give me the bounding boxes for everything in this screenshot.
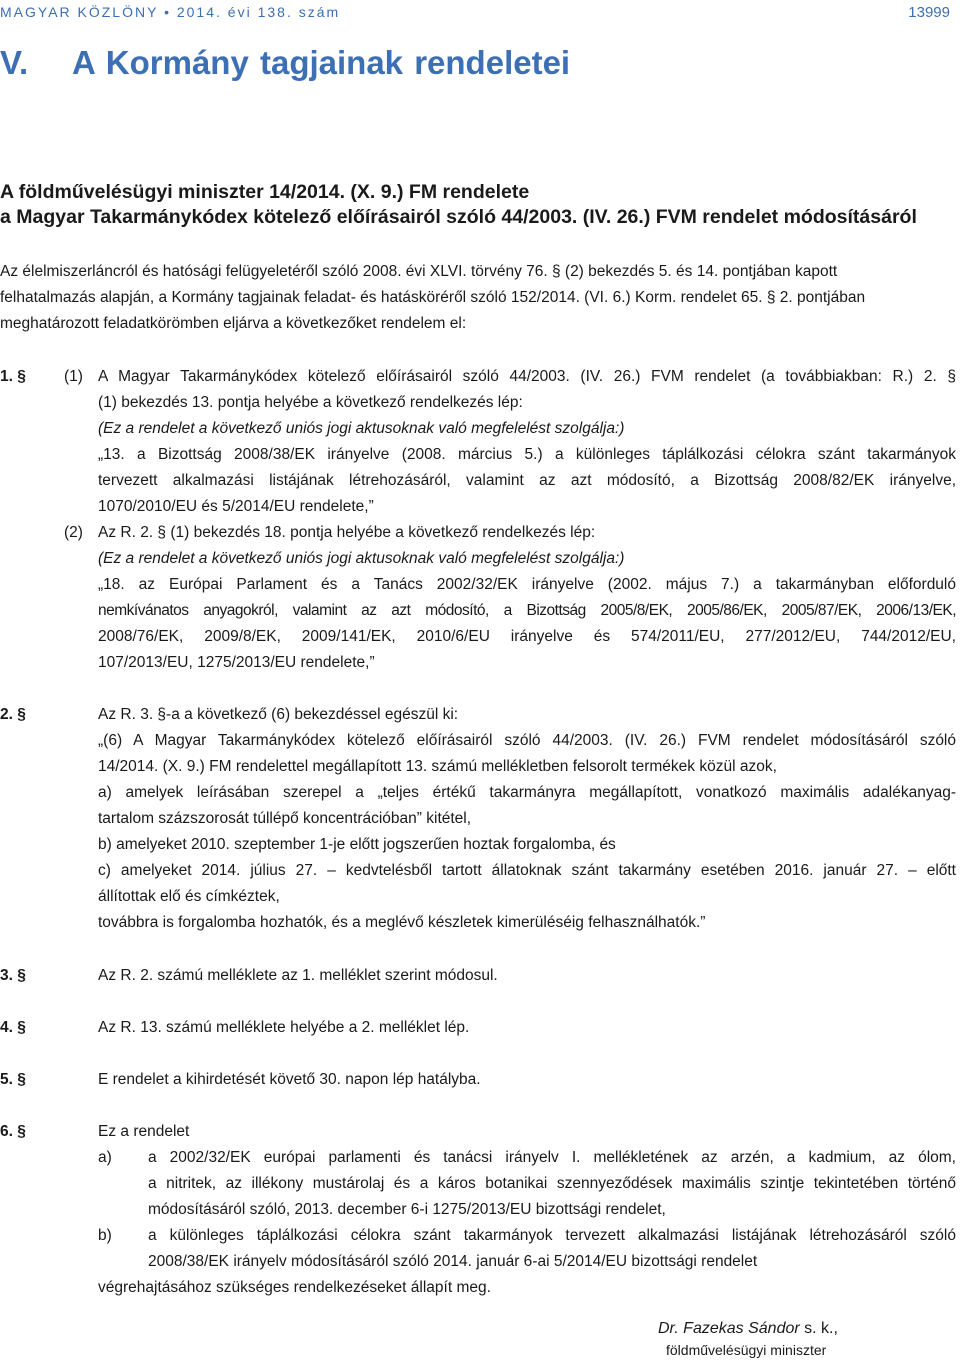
s1-para1-line-2: (1) bekezdés 13. pontja helyébe a következő rendelkezés lép:	[98, 394, 523, 411]
s1-para2-quote-2: nemkívánatos anyagokról, valamint az azt módosító, a Bizottság 2005/8/EK, 2005/86/EK, 2005/87/EK, 2006/13/EK,	[98, 602, 956, 619]
s6-a-line-3: módosításáról szóló, 2013. december 6-i 1275/2013/EU bizottsági rendelet,	[148, 1201, 666, 1218]
signature-role: földművelésügyi miniszter	[666, 1342, 827, 1358]
s2-line-6: b) amelyeket 2010. szeptember 1-je előtt jogszerűen hoztak forgalomba, és	[98, 836, 616, 853]
s6-closing: végrehajtásához szükséges rendelkezéseket állapít meg.	[98, 1279, 491, 1296]
s1-para2-label: (2)	[64, 524, 83, 541]
s6-a-line-2: a nitritek, az illékony mustárolaj és a káros botanikai szennyeződések maximális szintje tekintetében történő	[148, 1175, 956, 1192]
section-2-number: 2. §	[0, 706, 26, 723]
s1-para1-italic: (Ez a rendelet a következő uniós jogi aktusoknak való megfelelést szolgálja:)	[98, 420, 625, 437]
preamble-line-3: meghatározott feladatkörömben eljárva a következőket rendelem el:	[0, 315, 467, 332]
s2-line-3: 14/2014. (X. 9.) FM rendelettel megállapított 13. számú mellékletben felsorolt termékek közül azok,	[98, 758, 777, 775]
s1-para1-quote-3: 1070/2010/EU és 5/2014/EU rendelete,”	[98, 498, 374, 515]
section-5-number: 5. §	[0, 1071, 26, 1088]
s6-intro: Ez a rendelet	[98, 1123, 190, 1140]
section-number: V.	[0, 44, 29, 81]
s2-line-5: tartalom százszorosát túllépő koncentrációban” kitétel,	[98, 810, 472, 827]
section-heading	[0, 44, 570, 82]
preamble-line-2: felhatalmazás alapján, a Kormány tagjainak feladat- és hatásköréről szóló 152/2014. (VI. 6.) Korm. rendelet 65. § 2. pontjában	[0, 289, 866, 306]
section-3-number: 3. §	[0, 967, 26, 984]
decree-title-line-1: A földművelésügyi miniszter 14/2014. (X. 9.) FM rendelete	[0, 181, 530, 203]
page-number: 13999	[908, 4, 950, 21]
s2-line-7: c) amelyeket 2014. július 27. – kedvtelésből tartott állatoknak szánt takarmány esetében 2016. január 27. – előtt	[98, 862, 956, 879]
s1-para2-italic: (Ez a rendelet a következő uniós jogi aktusoknak való megfelelést szolgálja:)	[98, 550, 625, 567]
s2-line-8: állítottak elő és címkéztek,	[98, 888, 280, 905]
s1-para1-line-1: A Magyar Takarmánykódex kötelező előírásairól szóló 44/2003. (IV. 26.) FVM rendelet (a továbbiakban: R.) 2. §	[98, 368, 956, 385]
s6-b-line-2: 2008/38/EK irányelv módosításáról szóló 2014. január 6-ai 5/2014/EU bizottsági rendelet	[148, 1253, 758, 1270]
section-1-number: 1. §	[0, 368, 26, 385]
section-4-number: 4. §	[0, 1019, 26, 1036]
s1-para2-quote-1: „18. az Európai Parlament és a Tanács 2002/32/EK irányelve (2002. május 7.) a takarmányban előforduló	[98, 576, 956, 593]
s6-b-line-1: a különleges táplálkozási célokra szánt takarmányok tervezett alkalmazási listájának létrehozásáról szóló	[148, 1227, 956, 1244]
s2-line-9: továbbra is forgalomba hozhatók, és a meglévő készletek kimerüléséig felhasználhatók.”	[98, 914, 706, 931]
s6-a-label: a)	[98, 1149, 112, 1166]
section-title: A Kormány tagjainak rendeletei	[72, 44, 571, 81]
s2-line-4: a) amelyek leírásában szerepel a „teljes értékű takarmányra megállapított, vonatkozó maximális adalékanyag-	[98, 784, 956, 801]
s6-b-label: b)	[98, 1227, 112, 1244]
s1-para1-label: (1)	[64, 368, 83, 385]
s3-text: Az R. 2. számú melléklete az 1. melléklet szerint módosul.	[98, 967, 498, 984]
s1-para2-quote-3: 2008/76/EK, 2009/8/EK, 2009/141/EK, 2010/6/EU irányelve és 574/2011/EU, 277/2012/EU, 744/2012/EU,	[98, 628, 956, 645]
signature-name: Dr. Fazekas Sándor	[658, 1320, 800, 1337]
section-6-number: 6. §	[0, 1123, 26, 1140]
s1-para2-quote-4: 107/2013/EU, 1275/2013/EU rendelete,”	[98, 654, 375, 671]
preamble-line-1: Az élelmiszerláncról és hatósági felügyeletéről szóló 2008. évi XLVI. törvény 76. § (2) bekezdés 5. és 14. pontjában kapott	[0, 263, 838, 280]
s1-para1-quote-1: „13. a Bizottság 2008/38/EK irányelve (2008. március 5.) a különleges táplálkozási célokra szánt takarmányok	[98, 446, 956, 463]
s4-text: Az R. 13. számú melléklete helyébe a 2. melléklet lép.	[98, 1019, 470, 1036]
s1-para2-line: Az R. 2. § (1) bekezdés 18. pontja helyébe a következő rendelkezés lép:	[98, 524, 596, 541]
s6-a-line-1: a 2002/32/EK európai parlamenti és tanácsi irányelv I. mellékletének az arzén, a kadmium, az ólom,	[148, 1149, 956, 1166]
s1-para1-quote-2: tervezett alkalmazási listájának létrehozásáról, valamint az azt módosító, a Bizottság 2008/82/EK irányelve,	[98, 472, 956, 489]
decree-title-line-2: a Magyar Takarmánykódex kötelező előírásairól szóló 44/2003. (IV. 26.) FVM rendelet módosításáról	[0, 206, 917, 228]
s2-line-2: „(6) A Magyar Takarmánykódex kötelező előírásairól szóló 44/2003. (IV. 26.) FVM rendelet módosításáról szóló	[98, 732, 956, 749]
signature	[658, 1320, 838, 1338]
s5-text: E rendelet a kihirdetését követő 30. napon lép hatályba.	[98, 1071, 481, 1088]
journal-header: MAGYAR KÖZLÖNY • 2014. évi 138. szám	[0, 4, 341, 20]
signature-suffix: s. k.,	[799, 1320, 838, 1337]
s2-line-1: Az R. 3. §-a a következő (6) bekezdéssel egészül ki:	[98, 706, 459, 723]
